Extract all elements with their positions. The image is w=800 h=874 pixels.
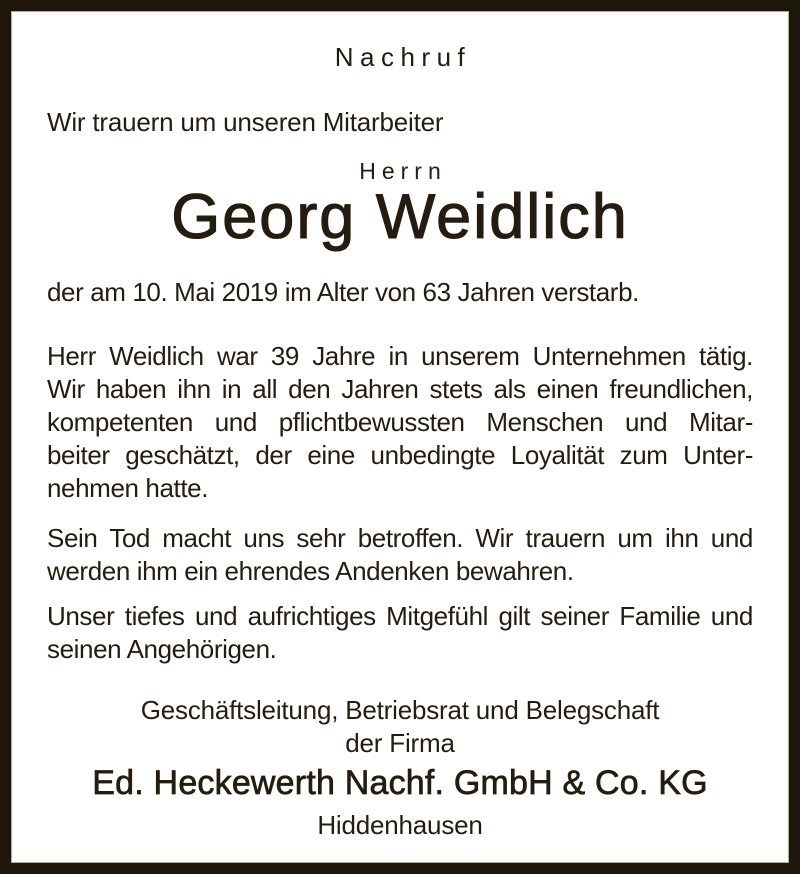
death-date-line: der am 10. Mai 2019 im Alter von 63 Jahren verstarb. (47, 277, 639, 307)
text-line: nehmen hatte. (47, 473, 209, 503)
company-location: Hiddenhausen (317, 810, 483, 840)
text-line: kompetenten und pflichtbewussten Menschen und Mitar- (47, 407, 753, 437)
paragraph-condolence (47, 600, 753, 666)
paragraph-tribute (47, 340, 753, 505)
text-line: seinen Angehörigen. (47, 634, 277, 664)
obituary-card (11, 11, 789, 863)
text-line: Unser tiefes und aufrichtiges Mitgefühl gilt seiner Familie und (47, 601, 753, 631)
company-name: Ed. Heckewerth Nachf. GmbH & Co. KG (92, 764, 708, 802)
text-line: werden ihm ein ehrendes Andenken bewahren. (47, 556, 574, 586)
closing-block (47, 694, 753, 760)
text-line: beiter geschätzt, der eine unbedingte Loyalität zum Unter- (47, 440, 753, 470)
text-line: Sein Tod macht uns sehr betroffen. Wir trauern um ihn und (47, 523, 753, 553)
text-line: Wir haben ihn in all den Jahren stets als einen freundlichen, (47, 374, 753, 404)
intro-line: Wir trauern um unseren Mitarbeiter (47, 107, 444, 137)
closing-signatories: Geschäftsleitung, Betriebsrat und Belegschaft (140, 695, 660, 725)
closing-firm-intro: der Firma (345, 728, 455, 758)
salutation: Herrn (359, 158, 447, 184)
text-line: Herr Weidlich war 39 Jahre in unserem Unternehmen tätig. (47, 341, 753, 371)
obituary-header: Nachruf (334, 42, 472, 72)
deceased-name: Georg Weidlich (171, 182, 629, 252)
paragraph-mourning (47, 522, 753, 588)
